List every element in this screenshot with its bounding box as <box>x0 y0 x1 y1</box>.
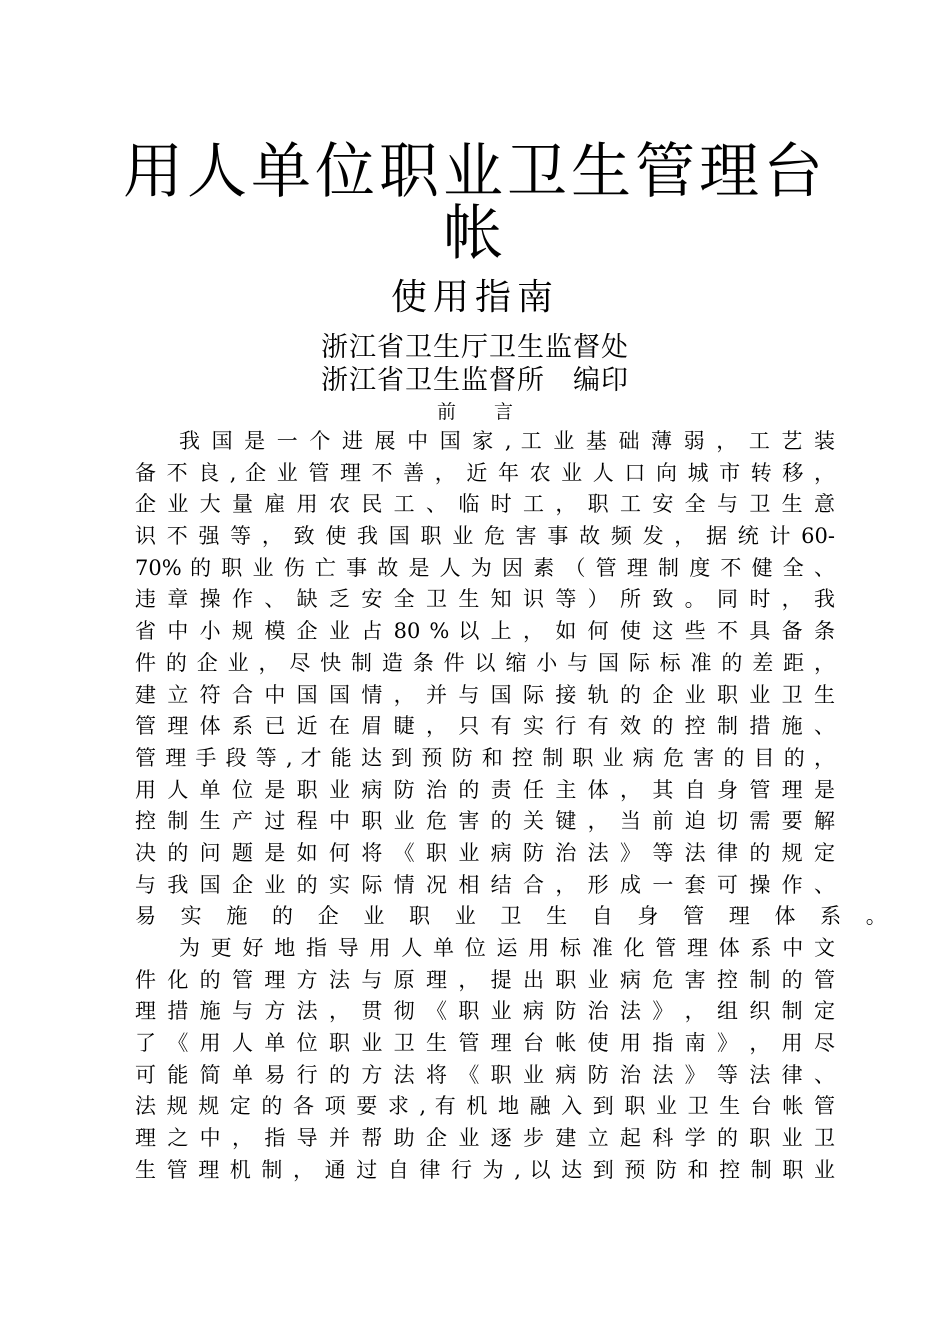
paragraph-1-line: 管 理 手 段 等 , 才 能 达 到 预 防 和 控 制 职 业 病 危 害 的 目 的 ， <box>135 745 835 770</box>
paragraph-2-line: 理 措 施 与 方 法 ， 贯 彻 《 职 业 病 防 治 法 》 ， 组 织 制 定 <box>135 999 835 1024</box>
paragraph-1-line: 备 不 良 , 企 业 管 理 不 善 ， 近 年 农 业 人 口 向 城 市 转 移 ， <box>135 460 835 485</box>
paragraph-1-line: 企 业 大 量 雇 用 农 民 工 、 临 时 工 ， 职 工 安 全 与 卫 生 意 <box>135 492 835 517</box>
editor-line-1: 浙江省卫生厅卫生监督处 <box>321 332 629 363</box>
paragraph-1-line: 与 我 国 企 业 的 实 际 情 况 相 结 合 ， 形 成 一 套 可 操 作 、 <box>135 872 835 897</box>
paragraph-1-line: 识 不 强 等 ， 致 使 我 国 职 业 危 害 事 故 频 发 ， 据 统 计 60- <box>135 524 835 549</box>
paragraph-1-line: 易 实 施 的 企 业 职 业 卫 生 自 身 管 理 体 系 。 <box>135 904 896 929</box>
paragraph-2-line: 为 更 好 地 指 导 用 人 单 位 运 用 标 准 化 管 理 体 系 中 文 <box>179 936 835 960</box>
paragraph-1-line: 违 章 操 作 、 缺 乏 安 全 卫 生 知 识 等 ） 所 致 。 同 时 ， 我 <box>135 587 835 612</box>
preface-body <box>135 426 896 1187</box>
paragraph-2-line: 件 化 的 管 理 方 法 与 原 理 ， 提 出 职 业 病 危 害 控 制 的 管 <box>135 967 835 992</box>
paragraph-2-line: 生 管 理 机 制 ， 通 过 自 律 行 为 , 以 达 到 预 防 和 控 制 职 业 <box>135 1157 835 1182</box>
document-title-line-2: 帐 <box>443 199 507 269</box>
paragraph-1-line: 70% 的 职 业 伤 亡 事 故 是 人 为 因 素 （ 管 理 制 度 不 健 全 、 <box>135 555 835 580</box>
paragraph-1-line: 我 国 是 一 个 进 展 中 国 家 , 工 业 基 础 薄 弱 ， 工 艺 装 <box>179 429 835 453</box>
paragraph-2-line: 理 之 中 ， 指 导 并 帮 助 企 业 逐 步 建 立 起 科 学 的 职 业 卫 <box>135 1126 835 1151</box>
editor-line-2: 浙江省卫生监督所 编印 <box>321 365 629 396</box>
paragraph-1-line: 建 立 符 合 中 国 国 情 ， 并 与 国 际 接 轨 的 企 业 职 业 卫 生 <box>135 682 835 707</box>
paragraph-1-line: 用 人 单 位 是 职 业 病 防 治 的 责 任 主 体 ， 其 自 身 管 理 是 <box>135 777 835 802</box>
paragraph-1-line: 控 制 生 产 过 程 中 职 业 危 害 的 关 键 ， 当 前 迫 切 需 要 解 <box>135 809 835 834</box>
preface-heading: 前 言 <box>436 401 513 423</box>
document-subtitle: 使用指南 <box>390 277 559 318</box>
paragraph-1-line: 省 中 小 规 模 企 业 占 80 % 以 上 ， 如 何 使 这 些 不 具 备 条 <box>135 619 835 644</box>
paragraph-1-line: 决 的 问 题 是 如 何 将 《 职 业 病 防 治 法 》 等 法 律 的 规 定 <box>135 840 835 865</box>
paragraph-1-line: 管 理 体 系 已 近 在 眉 睫 ， 只 有 实 行 有 效 的 控 制 措 施 、 <box>135 714 835 739</box>
paragraph-2-line: 法 规 规 定 的 各 项 要 求 , 有 机 地 融 入 到 职 业 卫 生 台 帐 管 <box>135 1094 835 1119</box>
document-title-line-1: 用人单位职业卫生管理台 <box>123 137 827 207</box>
paragraph-2-line: 可 能 简 单 易 行 的 方 法 将 《 职 业 病 防 治 法 》 等 法 律 、 <box>135 1062 835 1087</box>
paragraph-1-line: 件 的 企 业 ， 尽 快 制 造 条 件 以 缩 小 与 国 际 标 准 的 差 距 ， <box>135 650 835 675</box>
paragraph-2-line: 了 《 用 人 单 位 职 业 卫 生 管 理 台 帐 使 用 指 南 》 ， 用 尽 <box>135 1031 835 1056</box>
